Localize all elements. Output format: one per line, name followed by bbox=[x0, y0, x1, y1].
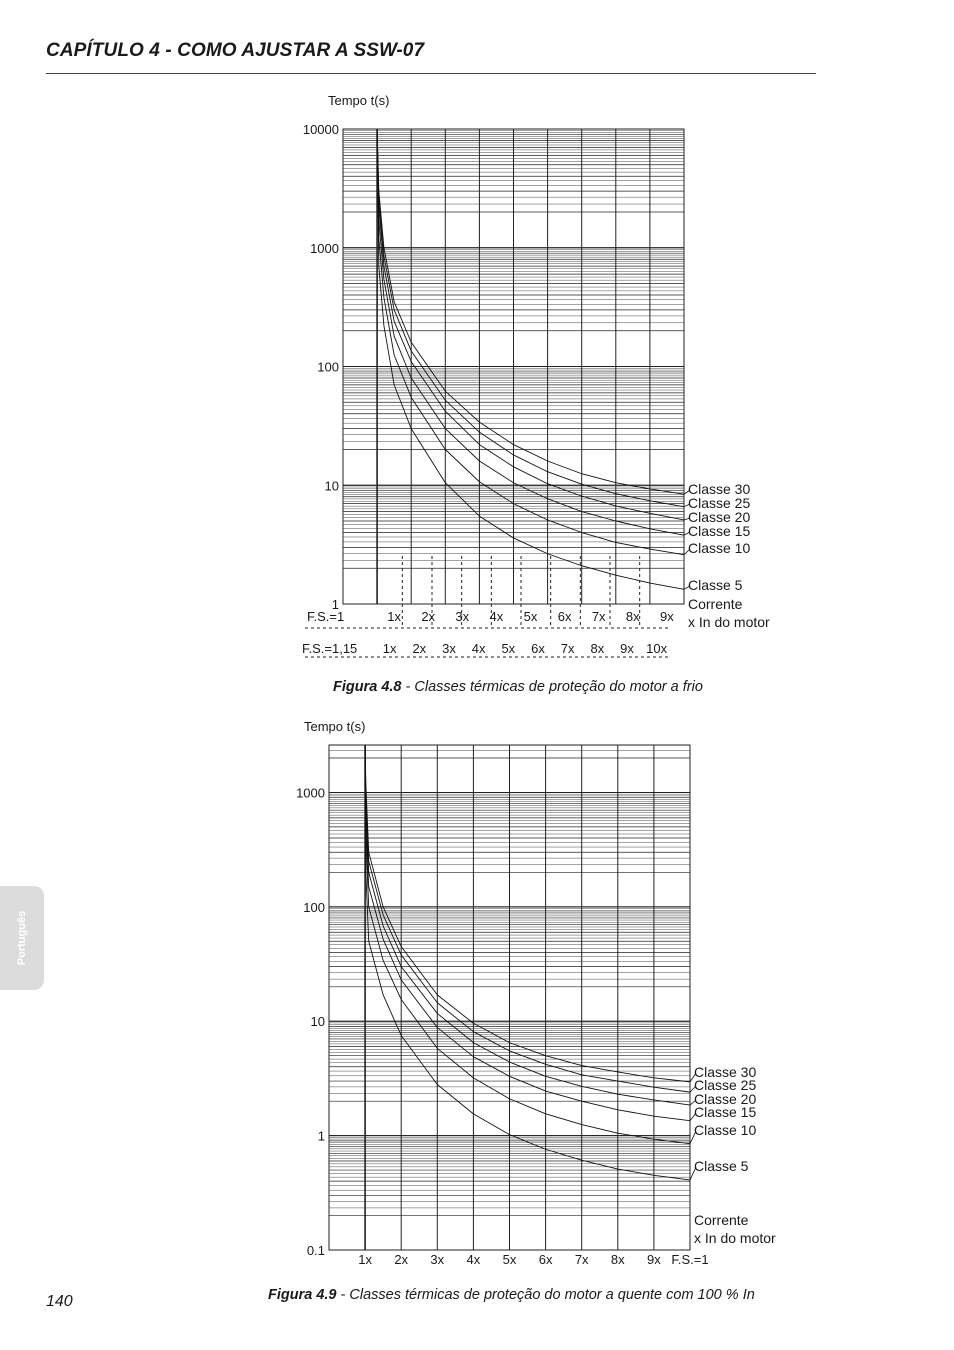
c1-y-tick-label: 100 bbox=[303, 899, 325, 915]
c1-x-tick-label: 1x bbox=[358, 1252, 372, 1267]
c0-y-tick-label: 10000 bbox=[302, 122, 339, 137]
c0-fs115-tick-label: 3x bbox=[442, 641, 456, 656]
c0-y-tick-label: 1 bbox=[331, 597, 339, 612]
figure-4-8-caption bbox=[333, 679, 703, 695]
c0-fs1-tick-label: 8x bbox=[625, 609, 640, 624]
c0-series-label: Classe 5 bbox=[688, 577, 743, 593]
c0-series-classe-15 bbox=[377, 129, 684, 535]
c1-series-label: Classe 20 bbox=[694, 1091, 757, 1107]
c1-y-tick-label: 10 bbox=[310, 1014, 325, 1030]
c0-series-label: Classe 25 bbox=[688, 495, 751, 511]
language-tab-label: Português bbox=[16, 910, 28, 966]
c1-x-tick-label: F.S.=1 bbox=[671, 1252, 709, 1267]
c1-series-label: Classe 15 bbox=[694, 1104, 757, 1120]
c0-x-axis-title: Corrente bbox=[688, 596, 743, 612]
c1-y-tick-label: 1 bbox=[317, 1128, 325, 1144]
c0-fs115-tick-label: 10x bbox=[646, 641, 668, 656]
chapter-title: CAPÍTULO 4 - COMO AJUSTAR A SSW-07 bbox=[46, 40, 425, 61]
c0-series-classe-20 bbox=[377, 129, 684, 520]
c0-series-classe-30 bbox=[377, 129, 684, 494]
c1-series-label: Classe 5 bbox=[694, 1158, 749, 1174]
c1-series-label: Classe 30 bbox=[694, 1064, 757, 1080]
c1-x-tick-label: 9x bbox=[647, 1252, 661, 1267]
c0-series-label: Classe 20 bbox=[688, 509, 751, 525]
c0-fs115-tick-label: 2x bbox=[412, 641, 427, 656]
c0-fs1-tick-label: 7x bbox=[591, 609, 606, 624]
c0-fs115-tick-label: 4x bbox=[471, 641, 486, 656]
c1-x-axis-title: x In do motor bbox=[694, 1230, 776, 1246]
c0-fs115-tick-label: 8x bbox=[590, 641, 605, 656]
figure-4-8-title: - Classes térmicas de proteção do motor a frio bbox=[401, 679, 703, 695]
c0-fs1-tick-label: 9x bbox=[660, 609, 674, 624]
c0-x-axis-title: x In do motor bbox=[688, 614, 770, 630]
c0-fs115-tick-label: 7x bbox=[560, 641, 575, 656]
c0-fs1-tick-label: 1x bbox=[387, 609, 401, 624]
c1-x-tick-label: 7x bbox=[574, 1252, 589, 1267]
c1-x-tick-label: 3x bbox=[430, 1252, 445, 1267]
c0-fs1-tick-label: 2x bbox=[421, 609, 436, 624]
c1-series-classe-30 bbox=[365, 745, 690, 1082]
c1-series-classe-20 bbox=[365, 745, 690, 1105]
c1-x-tick-label: 2x bbox=[394, 1252, 409, 1267]
c0-series-label: Classe 10 bbox=[688, 540, 751, 556]
c1-y-axis-title: Tempo t(s) bbox=[304, 719, 366, 734]
figure-4-9-caption bbox=[268, 1287, 755, 1303]
c1-series-label: Classe 25 bbox=[694, 1077, 757, 1093]
c0-fs1-tick-label: 6x bbox=[557, 609, 572, 624]
c1-series-label: Classe 10 bbox=[694, 1122, 757, 1138]
c0-fs1-tick-label: 3x bbox=[455, 609, 470, 624]
c0-series-label: Classe 30 bbox=[688, 481, 751, 497]
c0-fs115-tick-label: 5x bbox=[501, 641, 516, 656]
c1-x-tick-label: 8x bbox=[610, 1252, 625, 1267]
c1-y-tick-label: 1000 bbox=[296, 785, 325, 801]
c0-y-tick-label: 100 bbox=[317, 359, 339, 375]
c0-fs115-tick-label: 9x bbox=[620, 641, 634, 656]
c0-fs115-tick-label: 1x bbox=[382, 641, 397, 656]
c0-y-tick-label: 1000 bbox=[310, 240, 339, 256]
c0-fs115-tick-label: 6x bbox=[531, 641, 545, 656]
c1-x-tick-label: 6x bbox=[538, 1252, 553, 1267]
c0-fs1-tick-label: 5x bbox=[523, 609, 538, 624]
figure-4-9-label: Figura 4.9 bbox=[268, 1287, 337, 1303]
c1-y-tick-label: 0.1 bbox=[306, 1243, 325, 1258]
c1-series-classe-25 bbox=[365, 745, 690, 1092]
c0-y-axis-title: Tempo t(s) bbox=[328, 93, 390, 108]
c0-y-tick-label: 10 bbox=[324, 478, 339, 494]
c0-fs1-axis-name: F.S.=1 bbox=[307, 609, 345, 624]
c0-series-label: Classe 15 bbox=[688, 523, 751, 539]
c0-fs1-tick-label: 4x bbox=[489, 609, 504, 624]
c1-x-tick-label: 4x bbox=[466, 1252, 481, 1267]
c0-fs115-axis-name: F.S.=1,15 bbox=[302, 641, 358, 656]
c1-x-axis-title: Corrente bbox=[694, 1212, 749, 1228]
page-number: 140 bbox=[46, 1293, 73, 1310]
figure-4-8-label: Figura 4.8 bbox=[333, 679, 402, 695]
figure-4-9-title: - Classes térmicas de proteção do motor a quente com 100 % In bbox=[336, 1287, 755, 1303]
c1-x-tick-label: 5x bbox=[502, 1252, 517, 1267]
